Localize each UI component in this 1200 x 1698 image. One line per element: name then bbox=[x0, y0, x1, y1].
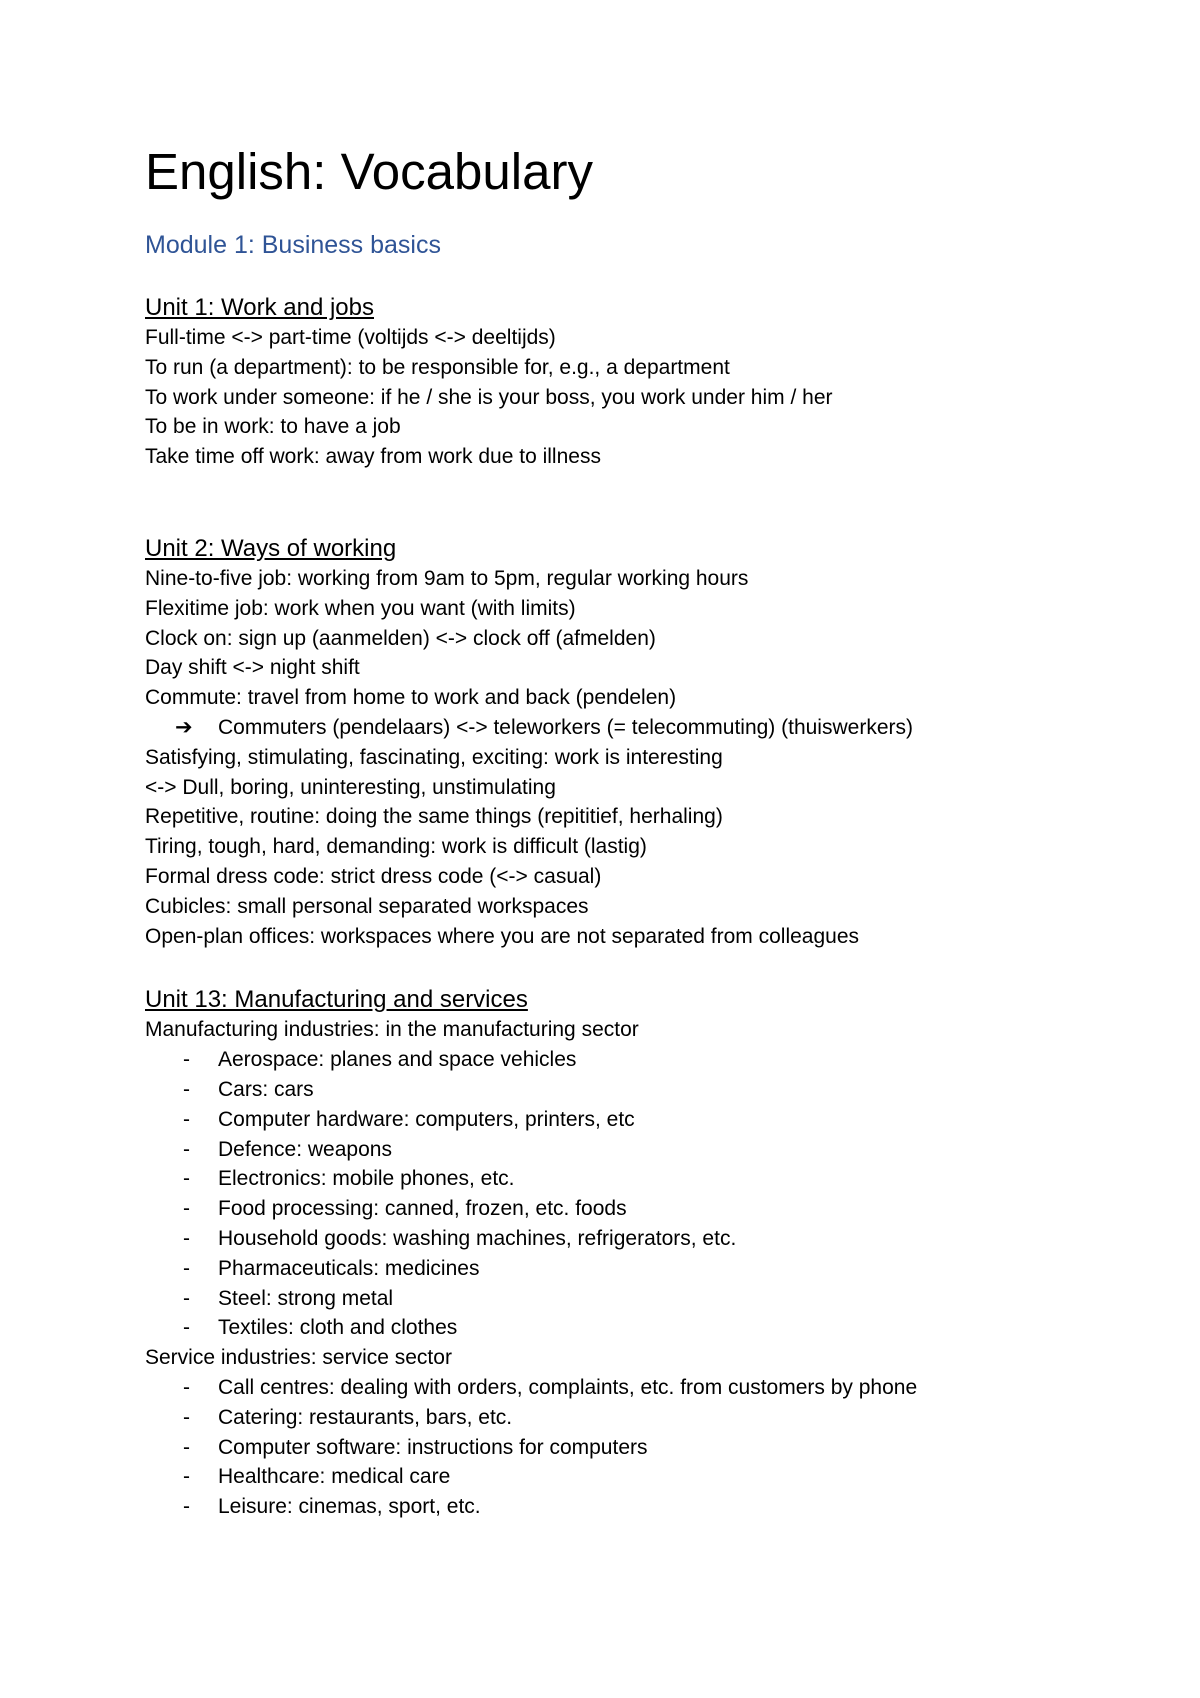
unit-2-line: Cubicles: small personal separated workspaces bbox=[145, 894, 589, 918]
document-page bbox=[145, 140, 1145, 1522]
section-spacer bbox=[145, 951, 1145, 985]
list-item bbox=[145, 1284, 1145, 1314]
list-item-text: Defence: weapons bbox=[218, 1137, 392, 1161]
unit-2-line: Clock on: sign up (aanmelden) <-> clock off (afmelden) bbox=[145, 626, 656, 650]
unit-2-line: Formal dress code: strict dress code (<-> casual) bbox=[145, 864, 602, 888]
document-title: English: Vocabulary bbox=[145, 143, 593, 200]
unit-2-line: Tiring, tough, hard, demanding: work is difficult (lastig) bbox=[145, 835, 647, 859]
list-item-text: Call centres: dealing with orders, complaints, etc. from customers by phone bbox=[218, 1375, 918, 1399]
list-item bbox=[145, 1164, 1145, 1194]
module-title: Module 1: Business basics bbox=[145, 231, 441, 259]
list-item-text: Catering: restaurants, bars, etc. bbox=[218, 1405, 513, 1429]
list-item bbox=[145, 1224, 1145, 1254]
unit-2-line: <-> Dull, boring, uninteresting, unstimulating bbox=[145, 775, 556, 799]
list-item bbox=[145, 1403, 1145, 1433]
arrow-right-icon: ➔ bbox=[175, 715, 193, 739]
bullet-dash: - bbox=[183, 1256, 190, 1280]
unit-2-title: Unit 2: Ways of working bbox=[145, 534, 397, 562]
list-item-text: Food processing: canned, frozen, etc. foods bbox=[218, 1197, 627, 1221]
list-item-text: Healthcare: medical care bbox=[218, 1465, 451, 1489]
list-item bbox=[145, 1433, 1145, 1463]
list-item-text: Steel: strong metal bbox=[218, 1286, 394, 1310]
list-item bbox=[145, 1462, 1145, 1492]
list-item bbox=[145, 1373, 1145, 1403]
list-item-text: Electronics: mobile phones, etc. bbox=[218, 1167, 515, 1191]
unit-2-section bbox=[145, 534, 1145, 951]
bullet-dash: - bbox=[183, 1375, 190, 1399]
list-item-text: Leisure: cinemas, sport, etc. bbox=[218, 1495, 481, 1519]
list-item-text: Computer software: instructions for computers bbox=[218, 1435, 648, 1459]
list-item bbox=[145, 1254, 1145, 1284]
service-heading: Service industries: service sector bbox=[145, 1346, 452, 1370]
bullet-dash: - bbox=[183, 1286, 190, 1310]
unit-2-line: Open-plan offices: workspaces where you are not separated from colleagues bbox=[145, 924, 860, 948]
unit-2-line: Satisfying, stimulating, fascinating, exciting: work is interesting bbox=[145, 745, 723, 769]
list-item bbox=[145, 1105, 1145, 1135]
section-spacer bbox=[145, 472, 1145, 534]
bullet-dash: - bbox=[183, 1167, 190, 1191]
unit-1-line: Take time off work: away from work due to illness bbox=[145, 445, 601, 469]
bullet-dash: - bbox=[183, 1465, 190, 1489]
manufacturing-heading: Manufacturing industries: in the manufacturing sector bbox=[145, 1018, 639, 1042]
unit-1-title: Unit 1: Work and jobs bbox=[145, 294, 374, 321]
bullet-dash: - bbox=[183, 1197, 190, 1221]
unit-13-title: Unit 13: Manufacturing and services bbox=[145, 986, 528, 1014]
unit-2-line: Nine-to-five job: working from 9am to 5pm, regular working hours bbox=[145, 566, 749, 590]
unit-2-line: Commute: travel from home to work and back (pendelen) bbox=[145, 686, 677, 710]
bullet-dash: - bbox=[183, 1107, 190, 1131]
unit-1-section bbox=[145, 293, 1145, 472]
list-item bbox=[145, 1075, 1145, 1105]
unit-1-line: To work under someone: if he / she is your boss, you work under him / her bbox=[145, 385, 833, 409]
list-item-text: Aerospace: planes and space vehicles bbox=[218, 1048, 577, 1072]
list-item bbox=[145, 1194, 1145, 1224]
list-item bbox=[145, 1313, 1145, 1343]
unit-1-line: To be in work: to have a job bbox=[145, 415, 401, 439]
unit-13-section bbox=[145, 985, 1145, 1522]
unit-1-line: Full-time <-> part-time (voltijds <-> deeltijds) bbox=[145, 326, 556, 349]
unit-2-line: Flexitime job: work when you want (with limits) bbox=[145, 596, 576, 620]
bullet-dash: - bbox=[183, 1048, 190, 1072]
bullet-dash: - bbox=[183, 1495, 190, 1519]
unit-2-arrow-line bbox=[145, 713, 1145, 743]
list-item bbox=[145, 1135, 1145, 1165]
list-item-text: Textiles: cloth and clothes bbox=[218, 1316, 458, 1340]
unit-1-line: To run (a department): to be responsible for, e.g., a department bbox=[145, 355, 730, 379]
list-item-text: Computer hardware: computers, printers, etc bbox=[218, 1107, 635, 1131]
arrow-line-text: Commuters (pendelaars) <-> teleworkers (= telecommuting) (thuiswerkers) bbox=[218, 715, 913, 739]
unit-2-line: Day shift <-> night shift bbox=[145, 656, 360, 680]
bullet-dash: - bbox=[183, 1226, 190, 1250]
list-item-text: Household goods: washing machines, refrigerators, etc. bbox=[218, 1226, 737, 1250]
bullet-dash: - bbox=[183, 1077, 190, 1101]
bullet-dash: - bbox=[183, 1137, 190, 1161]
unit-2-line: Repetitive, routine: doing the same things (repititief, herhaling) bbox=[145, 805, 723, 829]
list-item bbox=[145, 1492, 1145, 1522]
list-item-text: Pharmaceuticals: medicines bbox=[218, 1256, 480, 1280]
list-item bbox=[145, 1045, 1145, 1075]
list-item-text: Cars: cars bbox=[218, 1077, 314, 1101]
bullet-dash: - bbox=[183, 1405, 190, 1429]
bullet-dash: - bbox=[183, 1316, 190, 1340]
bullet-dash: - bbox=[183, 1435, 190, 1459]
